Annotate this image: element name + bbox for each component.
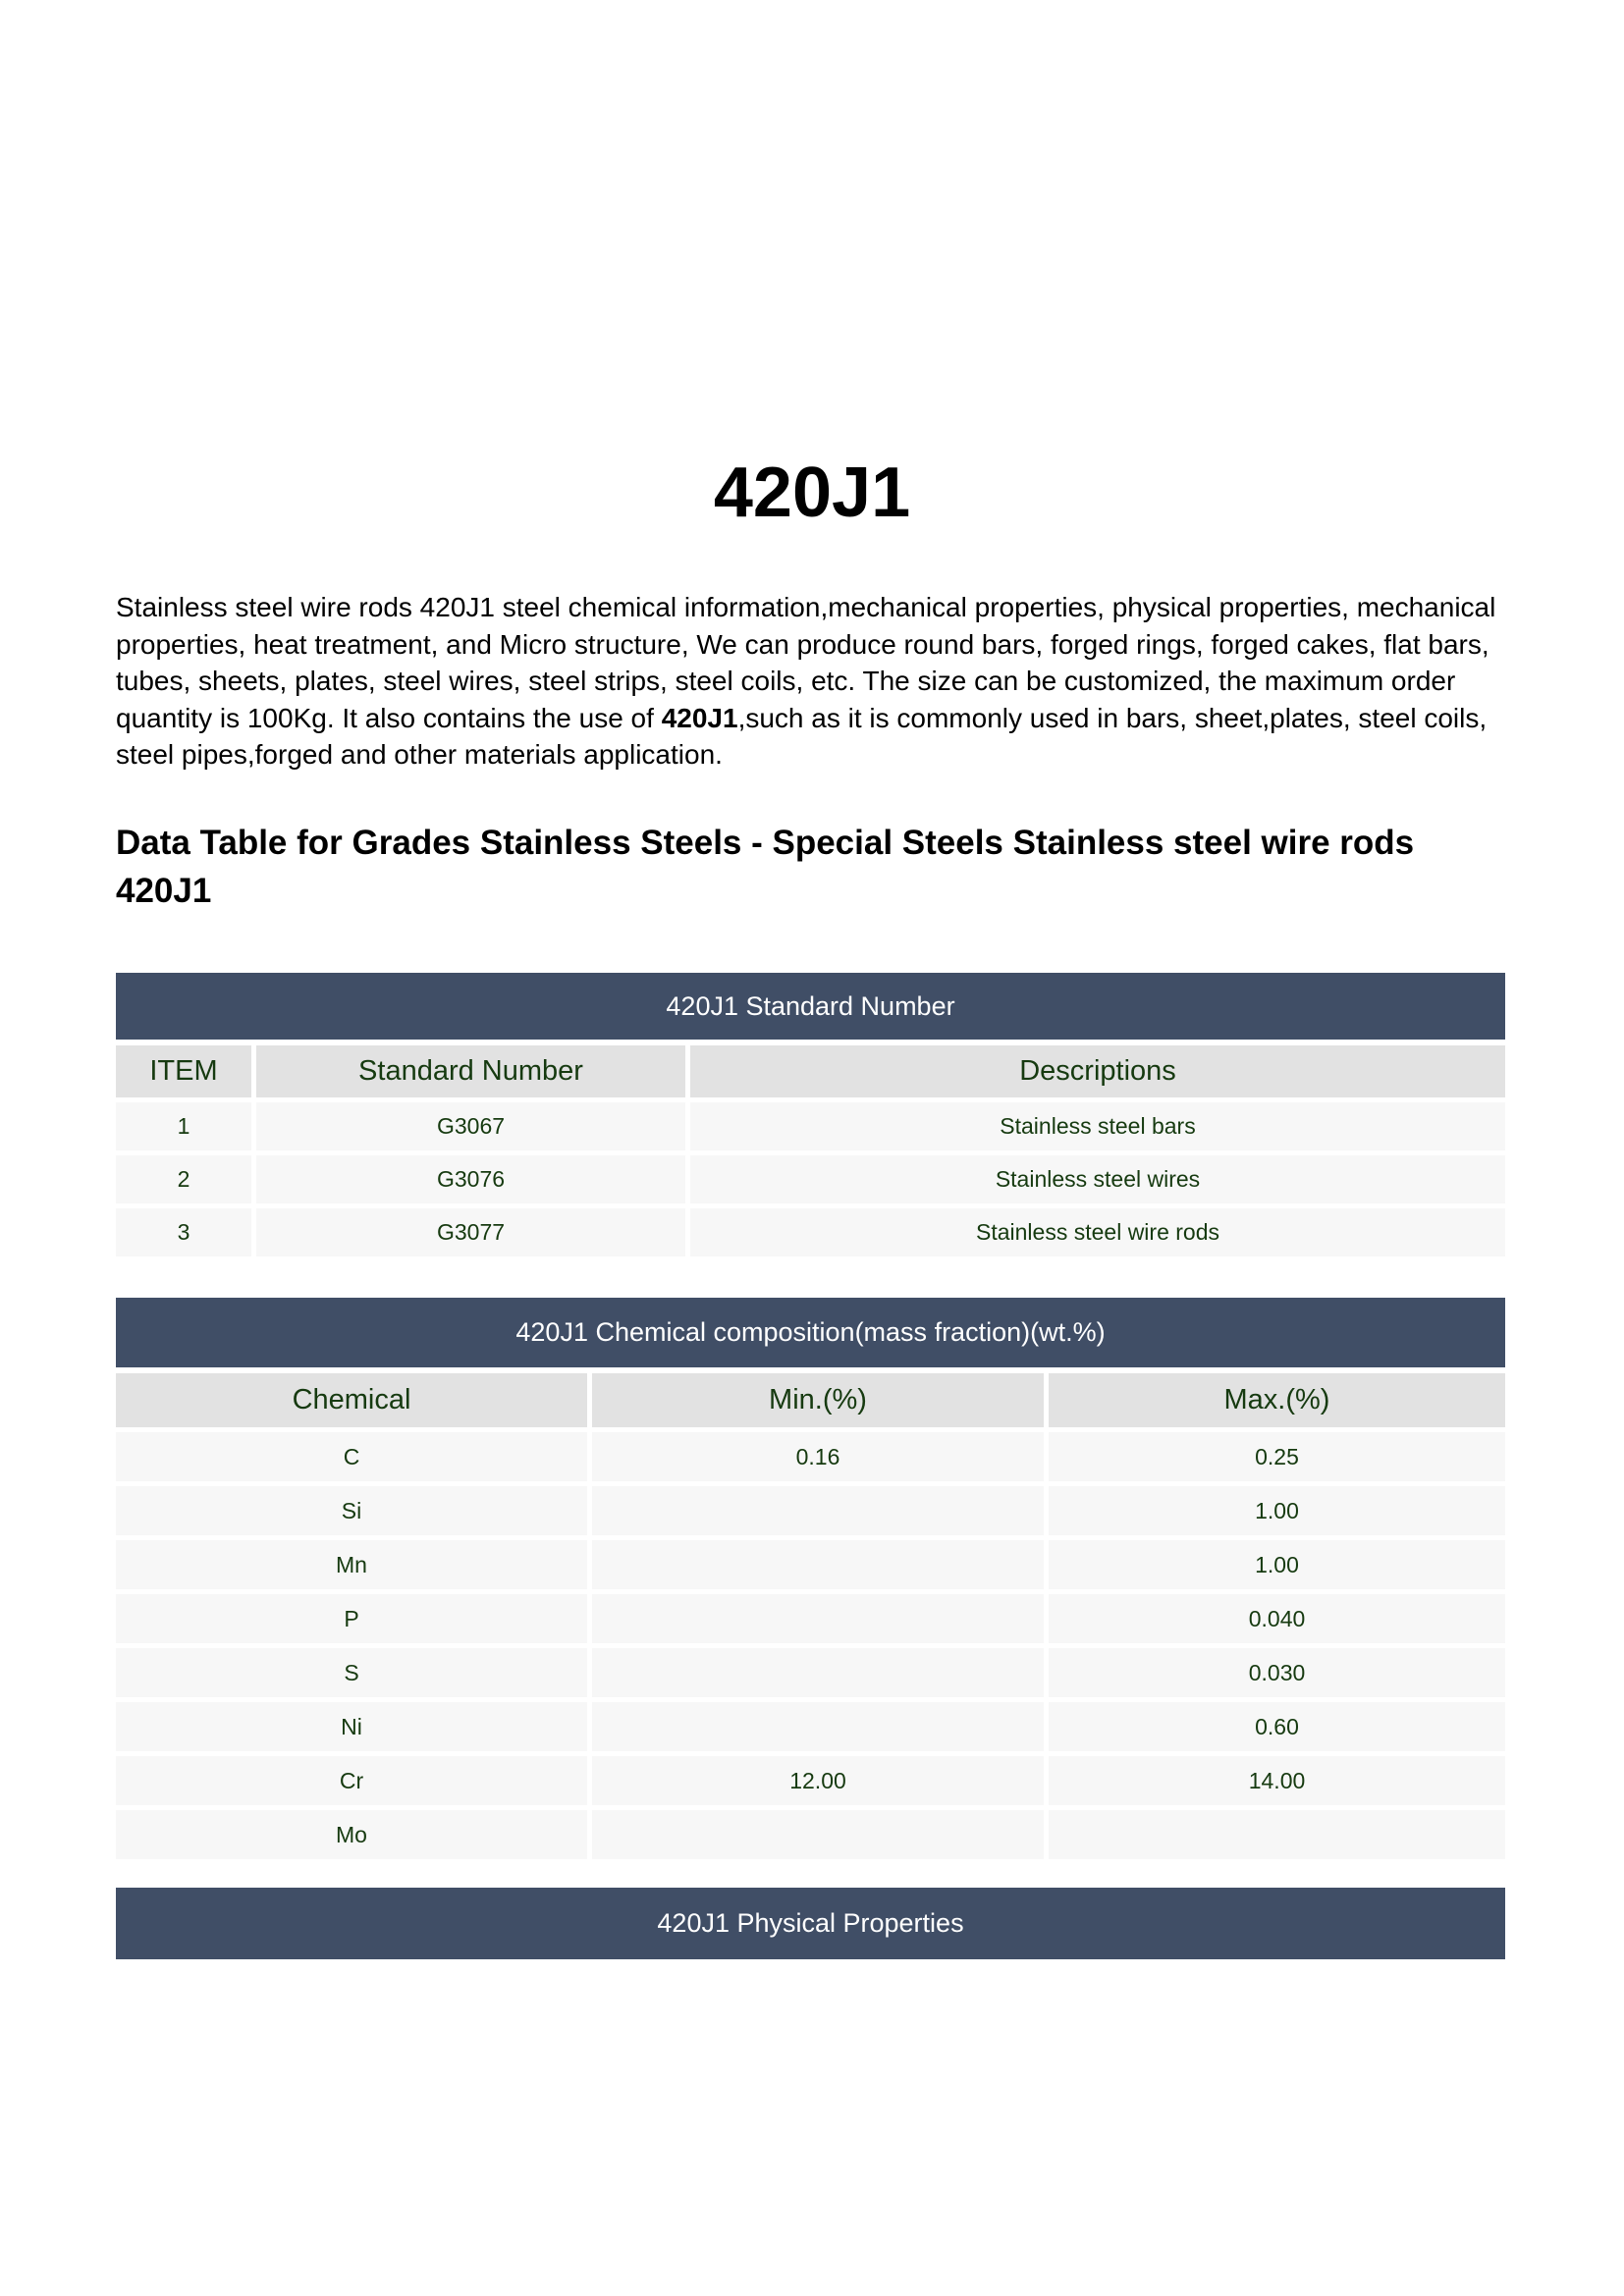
cell-min: 12.00 [592,1756,1044,1805]
chemical-composition-table-caption: 420J1 Chemical composition(mass fraction)(wt.%) [116,1298,1505,1367]
cell-standard-number: G3067 [256,1102,685,1150]
table-header-row [116,1373,1505,1427]
cell-min [592,1648,1044,1697]
column-header-max: Max.(%) [1049,1373,1505,1427]
cell-chemical: Cr [116,1756,587,1805]
cell-chemical: S [116,1648,587,1697]
cell-description: Stainless steel bars [690,1102,1505,1150]
table-row [116,1648,1505,1697]
cell-min [592,1540,1044,1589]
standard-number-table-body [116,1045,1505,1256]
cell-max: 0.030 [1049,1648,1505,1697]
intro-text-bold: 420J1 [661,702,738,733]
cell-item: 1 [116,1102,251,1150]
table-row [116,1208,1505,1256]
cell-min [592,1810,1044,1859]
physical-properties-table-caption: 420J1 Physical Properties [116,1888,1505,1959]
column-header-min: Min.(%) [592,1373,1044,1427]
cell-description: Stainless steel wire rods [690,1208,1505,1256]
cell-standard-number: G3077 [256,1208,685,1256]
intro-text-before: Stainless steel wire rods 420J1 steel chemical information,mechanical properties, physical properties, mechanical properties, heat treatment, and Micro structure, We can produce round bars, forged rings, forged cakes, flat bars, tubes, sheets, plates, steel wires, steel strips, steel coils, etc. The size can be customized, the maximum order quantity is 100Kg. It also contains the use of [116,592,1496,733]
table-row [116,1486,1505,1535]
table-row [116,1594,1505,1643]
cell-max: 0.25 [1049,1432,1505,1481]
cell-chemical: P [116,1594,587,1643]
cell-max [1049,1810,1505,1859]
intro-paragraph [116,589,1510,774]
page-title: 420J1 [713,454,911,532]
section-heading: Data Table for Grades Stainless Steels - Special Steels Stainless steel wire rods 420J1 [116,824,1415,910]
standard-number-table [116,973,1505,1256]
cell-chemical: Ni [116,1702,587,1751]
standard-number-table-caption: 420J1 Standard Number [116,973,1505,1040]
column-header-standard-number: Standard Number [256,1045,685,1097]
cell-min: 0.16 [592,1432,1044,1481]
cell-item: 2 [116,1155,251,1203]
cell-max: 14.00 [1049,1756,1505,1805]
cell-min [592,1594,1044,1643]
table-row [116,1102,1505,1150]
cell-max: 0.60 [1049,1702,1505,1751]
chemical-composition-table-body [116,1373,1505,1859]
cell-chemical: C [116,1432,587,1481]
cell-chemical: Mo [116,1810,587,1859]
chemical-composition-table [116,1298,1505,1859]
column-header-descriptions: Descriptions [690,1045,1505,1097]
table-row [116,1155,1505,1203]
cell-chemical: Mn [116,1540,587,1589]
physical-properties-table [116,1888,1505,1959]
cell-max: 0.040 [1049,1594,1505,1643]
intro-text-after: ,such as it is commonly used in bars, sheet,plates, steel coils, steel pipes,forged and other materials application. [116,702,1488,770]
column-header-item: ITEM [116,1045,251,1097]
cell-item: 3 [116,1208,251,1256]
table-row [116,1540,1505,1589]
cell-chemical: Si [116,1486,587,1535]
cell-description: Stainless steel wires [690,1155,1505,1203]
table-row [116,1702,1505,1751]
table-header-row [116,1045,1505,1097]
cell-max: 1.00 [1049,1540,1505,1589]
table-row [116,1810,1505,1859]
cell-min [592,1702,1044,1751]
column-header-chemical: Chemical [116,1373,587,1427]
table-row [116,1432,1505,1481]
table-row [116,1756,1505,1805]
cell-max: 1.00 [1049,1486,1505,1535]
cell-min [592,1486,1044,1535]
cell-standard-number: G3076 [256,1155,685,1203]
